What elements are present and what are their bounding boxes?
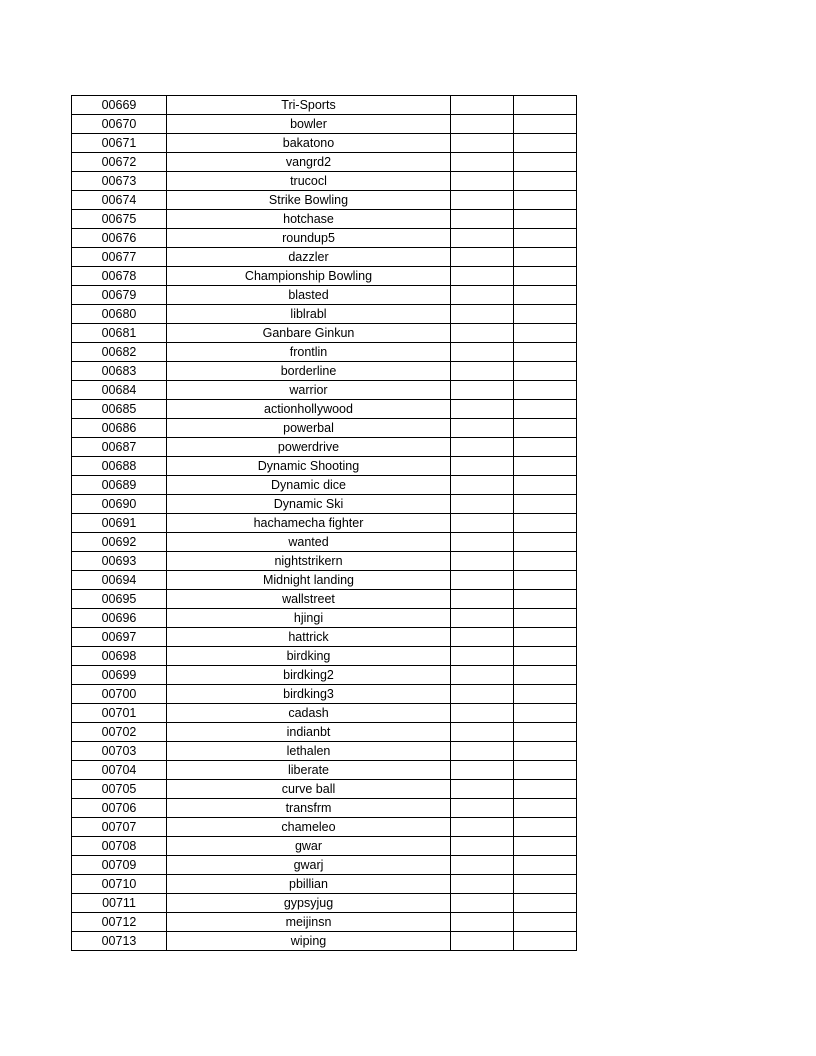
empty-cell [514, 571, 577, 590]
table-row [72, 476, 577, 495]
row-name-cell: Midnight landing [167, 571, 451, 590]
table-row [72, 837, 577, 856]
row-id-cell: 00688 [72, 457, 167, 476]
row-id-cell: 00670 [72, 115, 167, 134]
table-row [72, 210, 577, 229]
empty-cell [451, 628, 514, 647]
row-id-cell: 00699 [72, 666, 167, 685]
empty-cell [451, 571, 514, 590]
row-id-cell: 00681 [72, 324, 167, 343]
game-list-table [71, 95, 577, 951]
row-name-cell: gypsyjug [167, 894, 451, 913]
table-row [72, 932, 577, 951]
empty-cell [451, 533, 514, 552]
row-id-cell: 00677 [72, 248, 167, 267]
table-row [72, 628, 577, 647]
table-row [72, 172, 577, 191]
empty-cell [451, 913, 514, 932]
row-name-cell: nightstrikern [167, 552, 451, 571]
row-name-cell: hotchase [167, 210, 451, 229]
table-row [72, 913, 577, 932]
empty-cell [451, 248, 514, 267]
empty-cell [514, 723, 577, 742]
row-name-cell: hattrick [167, 628, 451, 647]
table-row [72, 818, 577, 837]
row-id-cell: 00684 [72, 381, 167, 400]
row-id-cell: 00678 [72, 267, 167, 286]
table-row [72, 685, 577, 704]
row-id-cell: 00693 [72, 552, 167, 571]
row-id-cell: 00679 [72, 286, 167, 305]
row-name-cell: birdking [167, 647, 451, 666]
row-id-cell: 00682 [72, 343, 167, 362]
table-row [72, 666, 577, 685]
row-name-cell: Dynamic Shooting [167, 457, 451, 476]
empty-cell [514, 343, 577, 362]
empty-cell [451, 115, 514, 134]
row-name-cell: Championship Bowling [167, 267, 451, 286]
row-id-cell: 00709 [72, 856, 167, 875]
row-name-cell: chameleo [167, 818, 451, 837]
empty-cell [514, 419, 577, 438]
row-name-cell: Strike Bowling [167, 191, 451, 210]
row-id-cell: 00710 [72, 875, 167, 894]
row-name-cell: dazzler [167, 248, 451, 267]
row-name-cell: warrior [167, 381, 451, 400]
empty-cell [514, 476, 577, 495]
empty-cell [451, 666, 514, 685]
row-name-cell: powerbal [167, 419, 451, 438]
row-name-cell: cadash [167, 704, 451, 723]
empty-cell [451, 799, 514, 818]
row-name-cell: bakatono [167, 134, 451, 153]
empty-cell [514, 210, 577, 229]
empty-cell [451, 419, 514, 438]
empty-cell [451, 875, 514, 894]
empty-cell [514, 514, 577, 533]
game-list-body [72, 96, 577, 951]
table-row [72, 742, 577, 761]
row-id-cell: 00669 [72, 96, 167, 115]
row-id-cell: 00713 [72, 932, 167, 951]
empty-cell [451, 457, 514, 476]
row-id-cell: 00698 [72, 647, 167, 666]
row-id-cell: 00673 [72, 172, 167, 191]
table-row [72, 96, 577, 115]
empty-cell [451, 343, 514, 362]
empty-cell [514, 134, 577, 153]
empty-cell [514, 153, 577, 172]
table-row [72, 457, 577, 476]
empty-cell [514, 818, 577, 837]
row-name-cell: frontlin [167, 343, 451, 362]
empty-cell [451, 172, 514, 191]
empty-cell [514, 172, 577, 191]
empty-cell [514, 742, 577, 761]
empty-cell [514, 932, 577, 951]
row-name-cell: borderline [167, 362, 451, 381]
row-id-cell: 00697 [72, 628, 167, 647]
row-id-cell: 00675 [72, 210, 167, 229]
row-id-cell: 00676 [72, 229, 167, 248]
empty-cell [514, 248, 577, 267]
empty-cell [514, 381, 577, 400]
empty-cell [451, 552, 514, 571]
table-row [72, 780, 577, 799]
empty-cell [451, 647, 514, 666]
empty-cell [451, 267, 514, 286]
table-row [72, 286, 577, 305]
row-name-cell: gwar [167, 837, 451, 856]
row-id-cell: 00702 [72, 723, 167, 742]
table-row [72, 438, 577, 457]
table-row [72, 381, 577, 400]
empty-cell [451, 229, 514, 248]
empty-cell [451, 780, 514, 799]
table-row [72, 400, 577, 419]
table-row [72, 362, 577, 381]
row-name-cell: bowler [167, 115, 451, 134]
row-name-cell: liblrabl [167, 305, 451, 324]
empty-cell [451, 324, 514, 343]
empty-cell [451, 590, 514, 609]
row-id-cell: 00703 [72, 742, 167, 761]
empty-cell [451, 894, 514, 913]
empty-cell [451, 191, 514, 210]
empty-cell [451, 362, 514, 381]
row-name-cell: lethalen [167, 742, 451, 761]
empty-cell [514, 324, 577, 343]
row-id-cell: 00674 [72, 191, 167, 210]
row-name-cell: actionhollywood [167, 400, 451, 419]
empty-cell [451, 400, 514, 419]
row-name-cell: vangrd2 [167, 153, 451, 172]
empty-cell [514, 685, 577, 704]
empty-cell [514, 229, 577, 248]
table-row [72, 856, 577, 875]
table-row [72, 533, 577, 552]
empty-cell [514, 780, 577, 799]
empty-cell [514, 666, 577, 685]
row-name-cell: trucocl [167, 172, 451, 191]
row-id-cell: 00712 [72, 913, 167, 932]
empty-cell [514, 647, 577, 666]
table-row [72, 248, 577, 267]
row-name-cell: birdking2 [167, 666, 451, 685]
row-id-cell: 00711 [72, 894, 167, 913]
table-row [72, 229, 577, 248]
row-name-cell: blasted [167, 286, 451, 305]
row-id-cell: 00696 [72, 609, 167, 628]
row-name-cell: Tri-Sports [167, 96, 451, 115]
row-id-cell: 00672 [72, 153, 167, 172]
row-name-cell: indianbt [167, 723, 451, 742]
empty-cell [451, 932, 514, 951]
table-row [72, 704, 577, 723]
empty-cell [451, 514, 514, 533]
row-id-cell: 00671 [72, 134, 167, 153]
empty-cell [451, 818, 514, 837]
empty-cell [451, 704, 514, 723]
table-row [72, 590, 577, 609]
empty-cell [514, 400, 577, 419]
row-id-cell: 00695 [72, 590, 167, 609]
empty-cell [451, 438, 514, 457]
table-row [72, 875, 577, 894]
empty-cell [451, 609, 514, 628]
row-id-cell: 00701 [72, 704, 167, 723]
row-id-cell: 00708 [72, 837, 167, 856]
empty-cell [451, 761, 514, 780]
empty-cell [514, 495, 577, 514]
table-row [72, 419, 577, 438]
row-id-cell: 00704 [72, 761, 167, 780]
empty-cell [514, 191, 577, 210]
table-row [72, 495, 577, 514]
row-name-cell: roundup5 [167, 229, 451, 248]
empty-cell [514, 913, 577, 932]
empty-cell [514, 362, 577, 381]
empty-cell [514, 590, 577, 609]
empty-cell [514, 609, 577, 628]
row-name-cell: wanted [167, 533, 451, 552]
table-row [72, 723, 577, 742]
empty-cell [514, 457, 577, 476]
empty-cell [514, 837, 577, 856]
row-name-cell: gwarj [167, 856, 451, 875]
empty-cell [514, 438, 577, 457]
empty-cell [514, 761, 577, 780]
row-name-cell: wiping [167, 932, 451, 951]
row-name-cell: Ganbare Ginkun [167, 324, 451, 343]
empty-cell [451, 837, 514, 856]
table-row [72, 647, 577, 666]
row-name-cell: birdking3 [167, 685, 451, 704]
empty-cell [514, 552, 577, 571]
table-row [72, 305, 577, 324]
empty-cell [451, 476, 514, 495]
table-row [72, 761, 577, 780]
row-name-cell: transfrm [167, 799, 451, 818]
empty-cell [451, 381, 514, 400]
table-row [72, 552, 577, 571]
row-id-cell: 00700 [72, 685, 167, 704]
row-id-cell: 00694 [72, 571, 167, 590]
row-id-cell: 00683 [72, 362, 167, 381]
empty-cell [451, 723, 514, 742]
row-name-cell: powerdrive [167, 438, 451, 457]
row-id-cell: 00685 [72, 400, 167, 419]
empty-cell [514, 267, 577, 286]
table-row [72, 571, 577, 590]
table-row [72, 115, 577, 134]
row-id-cell: 00687 [72, 438, 167, 457]
empty-cell [514, 115, 577, 134]
row-name-cell: curve ball [167, 780, 451, 799]
row-name-cell: hjingi [167, 609, 451, 628]
table-row [72, 894, 577, 913]
empty-cell [451, 153, 514, 172]
table-row [72, 153, 577, 172]
empty-cell [514, 799, 577, 818]
table-row [72, 799, 577, 818]
empty-cell [514, 305, 577, 324]
row-name-cell: Dynamic Ski [167, 495, 451, 514]
table-row [72, 134, 577, 153]
empty-cell [451, 305, 514, 324]
row-id-cell: 00680 [72, 305, 167, 324]
table-row [72, 343, 577, 362]
empty-cell [451, 685, 514, 704]
row-id-cell: 00707 [72, 818, 167, 837]
row-name-cell: pbillian [167, 875, 451, 894]
row-name-cell: meijinsn [167, 913, 451, 932]
empty-cell [451, 286, 514, 305]
row-id-cell: 00691 [72, 514, 167, 533]
empty-cell [514, 704, 577, 723]
row-id-cell: 00706 [72, 799, 167, 818]
empty-cell [451, 96, 514, 115]
empty-cell [514, 96, 577, 115]
empty-cell [451, 134, 514, 153]
empty-cell [451, 856, 514, 875]
row-name-cell: liberate [167, 761, 451, 780]
empty-cell [514, 533, 577, 552]
row-id-cell: 00686 [72, 419, 167, 438]
table-row [72, 514, 577, 533]
row-name-cell: wallstreet [167, 590, 451, 609]
row-id-cell: 00692 [72, 533, 167, 552]
row-id-cell: 00705 [72, 780, 167, 799]
empty-cell [451, 495, 514, 514]
row-id-cell: 00689 [72, 476, 167, 495]
empty-cell [514, 875, 577, 894]
empty-cell [514, 286, 577, 305]
table-row [72, 191, 577, 210]
row-name-cell: hachamecha fighter [167, 514, 451, 533]
row-id-cell: 00690 [72, 495, 167, 514]
row-name-cell: Dynamic dice [167, 476, 451, 495]
empty-cell [451, 210, 514, 229]
table-row [72, 324, 577, 343]
empty-cell [514, 628, 577, 647]
table-row [72, 609, 577, 628]
empty-cell [514, 856, 577, 875]
table-row [72, 267, 577, 286]
empty-cell [514, 894, 577, 913]
empty-cell [451, 742, 514, 761]
